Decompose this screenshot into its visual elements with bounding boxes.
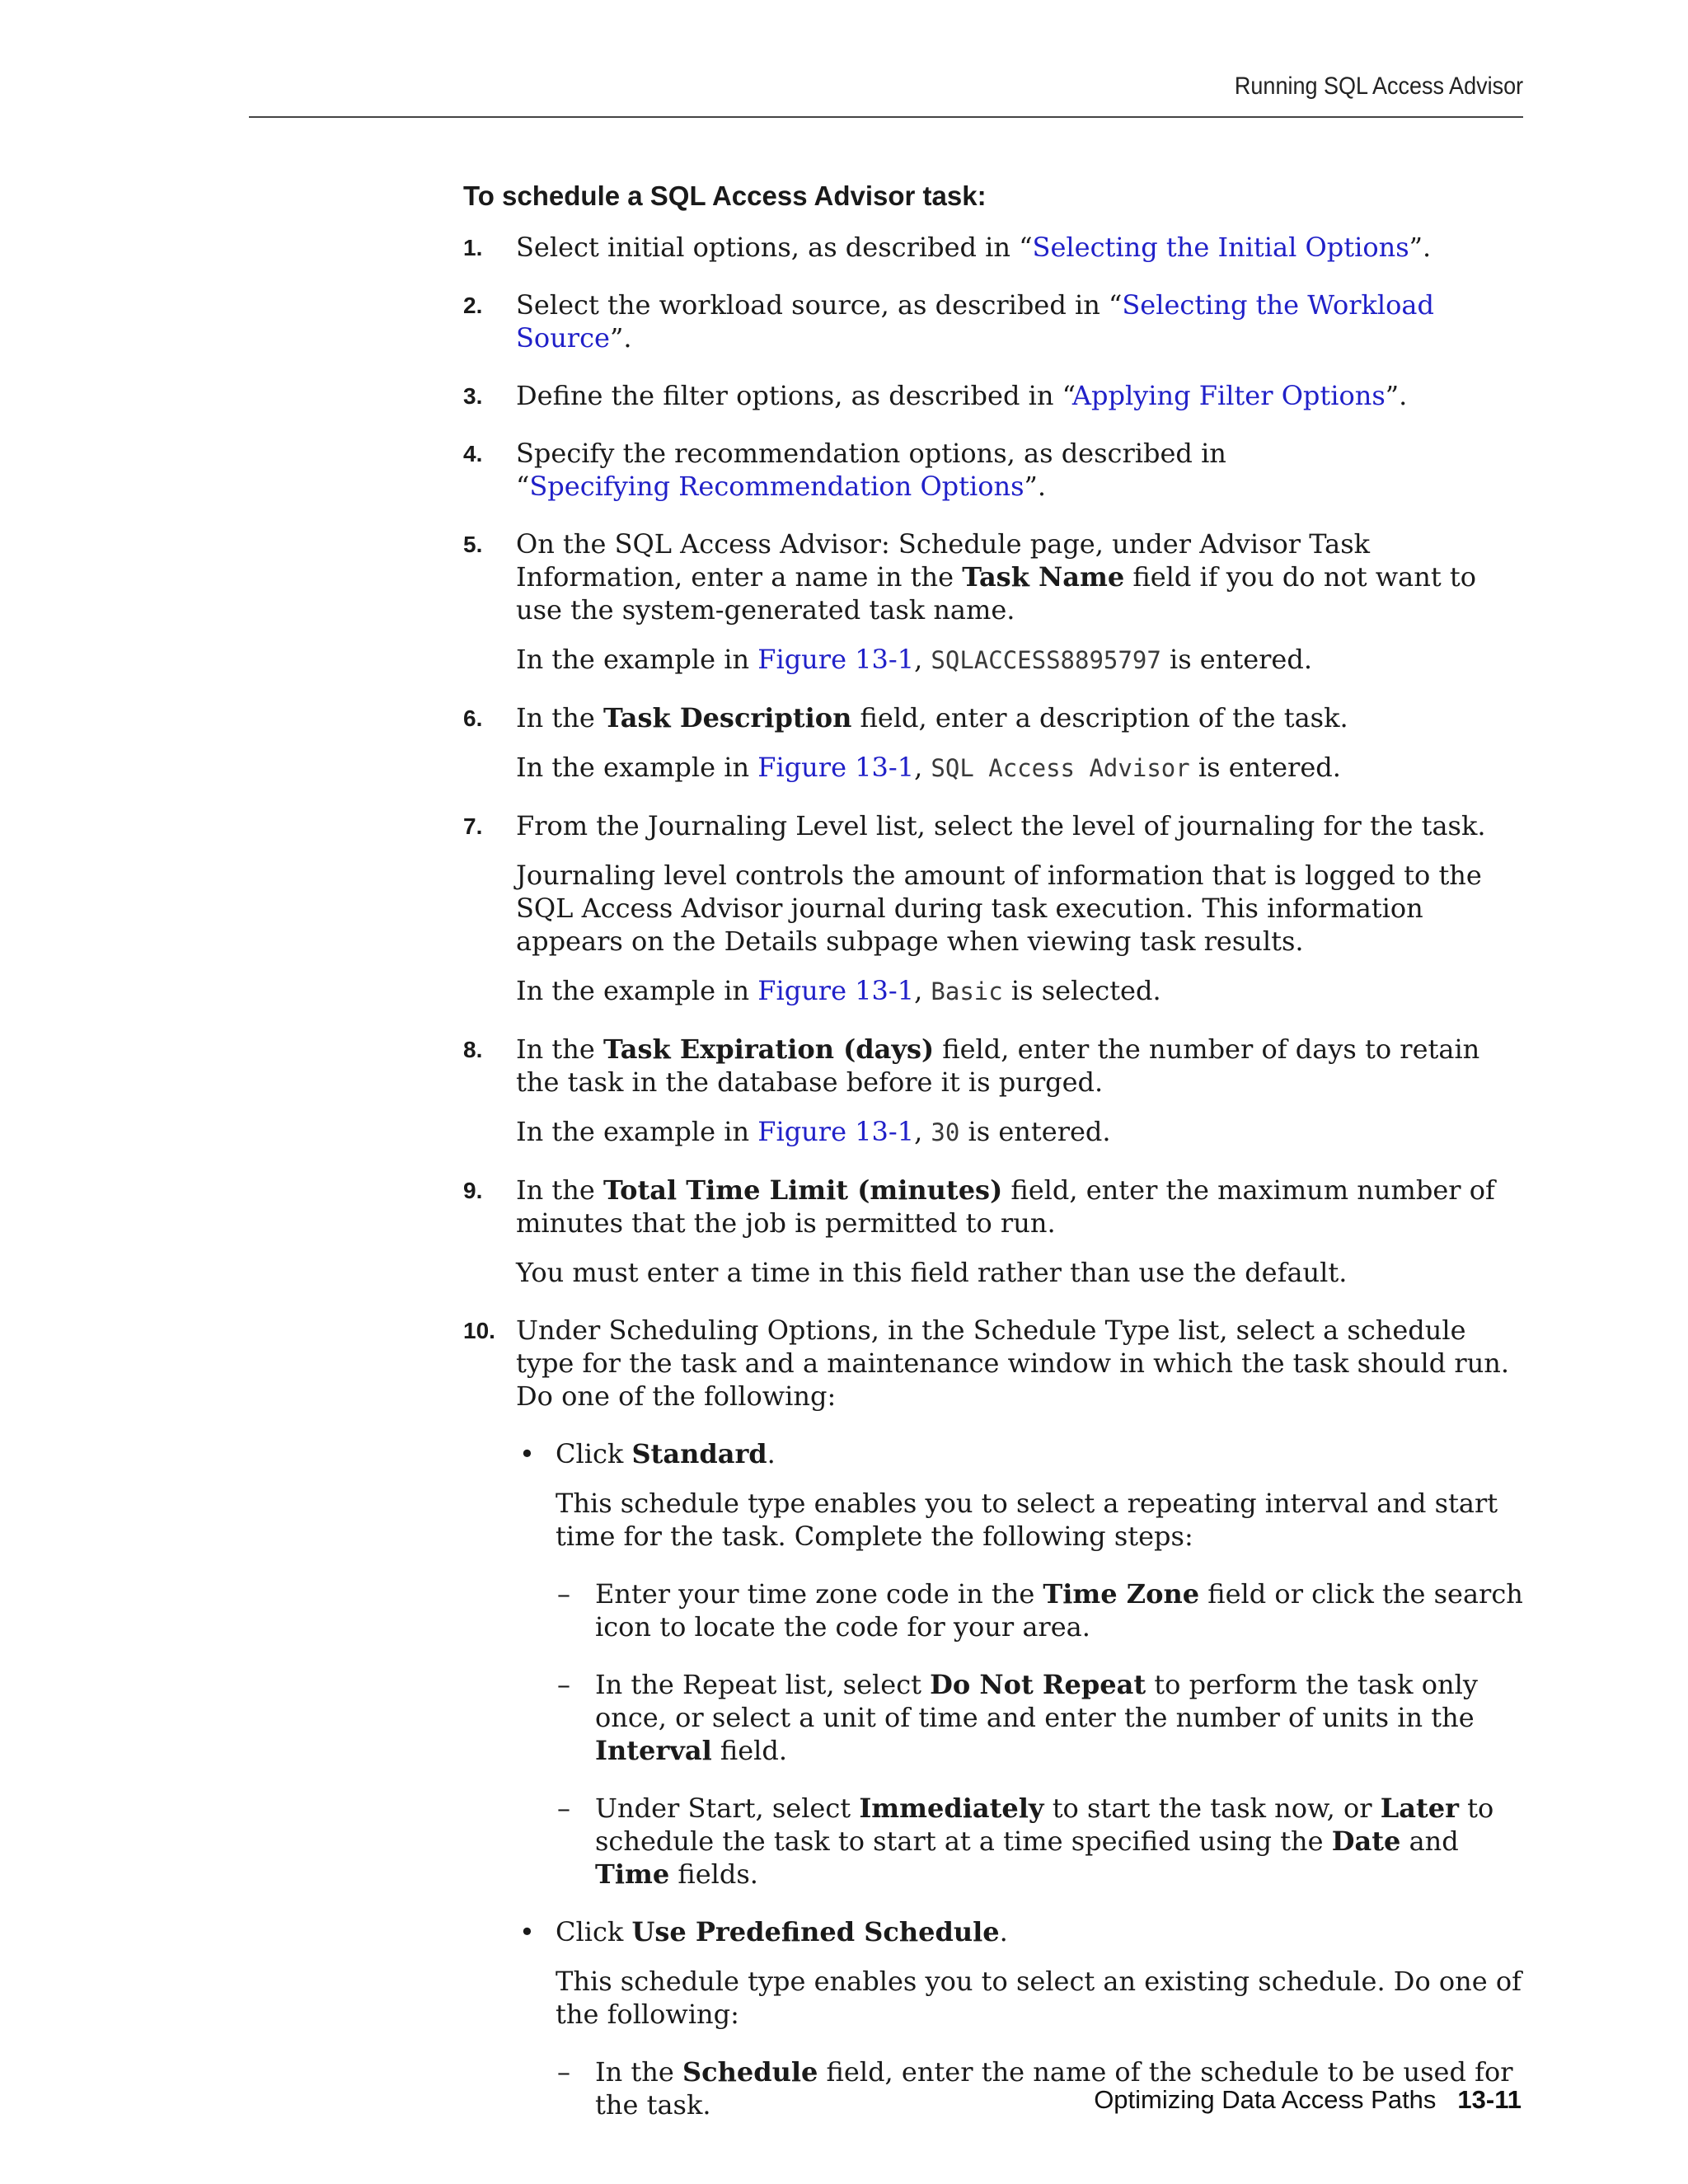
- step-4: 4. Specify the recommendation options, as described in “Specifying Recommendation Options”.: [463, 438, 1226, 502]
- step-2: 2. Select the workload source, as described in “Selecting the Workload Source”.: [463, 289, 1434, 354]
- bullet-standard: • Click Standard. This schedule type enables you to select a repeating interval and start time for the task. Complete the following steps: – Enter your time zone code in the Time Zone field or click the search icon to locate the code for your area. – In the Repeat list, select Do Not Repeat to perform the task only once, or select a unit of time and enter the number of units in the Interval field. – Under Start, select Immediately to start the task now, or Later to schedule the task to start at a time specified using the Date and Time fields.: [516, 1437, 1526, 1891]
- step-6: 6. In the Task Description field, enter a description of the task. In the example in Figure 13-1, SQL Access Advisor is entered.: [463, 702, 1348, 783]
- dash-icon: –: [557, 2056, 570, 2088]
- bullet-use-predefined-schedule: • Click Use Predefined Schedule. This schedule type enables you to select an existing schedule. Do one of the following: – In the Schedule field, enter the name of the schedule to be used for the task.: [516, 1915, 1526, 2121]
- step-number: 3.: [463, 383, 483, 409]
- dash-icon: –: [557, 1578, 570, 1610]
- step-number: 4.: [463, 441, 483, 466]
- link-applying-filter-options[interactable]: Applying Filter Options: [1071, 380, 1386, 411]
- step-7: 7. From the Journaling Level list, select the level of journaling for the task. Journaling level controls the amount of information that is logged to the SQL Access Advisor journal during task execution. This information appears on the Details subpage when viewing task results. In the example in Figure 13-1, Basic is selected.: [463, 810, 1486, 1006]
- sub-item-start: – Under Start, select Immediately to start the task now, or Later to schedule the task to start at a time specified using the Date and Time fields.: [557, 1793, 1494, 1890]
- bullet-icon: •: [519, 1438, 535, 1469]
- content: [463, 175, 1526, 2146]
- step-number: 5.: [463, 532, 483, 557]
- link-selecting-workload-source[interactable]: Selecting the Workload Source: [516, 289, 1434, 354]
- dash-icon: –: [557, 1793, 570, 1824]
- step-number: 1.: [463, 235, 483, 260]
- sub-item-schedule: – In the Schedule field, enter the name of the schedule to be used for the task.: [557, 2056, 1513, 2121]
- step-number: 9.: [463, 1178, 483, 1203]
- sub-item-repeat: – In the Repeat list, select Do Not Repeat to perform the task only once, or select a unit of time and enter the number of units in the Interval field.: [557, 1669, 1478, 1766]
- step-number: 7.: [463, 813, 483, 839]
- link-figure-13-1[interactable]: Figure 13-1: [757, 1116, 915, 1147]
- link-figure-13-1[interactable]: Figure 13-1: [757, 644, 915, 675]
- step-number: 8.: [463, 1037, 483, 1062]
- step-9: 9. In the Total Time Limit (minutes) field, enter the maximum number of minutes that the job is permitted to run. You must enter a time in this field rather than use the default.: [463, 1174, 1495, 1288]
- step-10: 10. Under Scheduling Options, in the Schedule Type list, select a schedule type for the task and a maintenance window in which the task should run. Do one of the following: • Click Standard. This schedule type enables you to select a repeating interval and start time for the task. Complete the following steps: – Enter your time zone code in the Time Zone field or click the search icon to locate the code for your area. – In the Repeat list, select Do Not Repeat to perform the task only once, or select a unit of time and enter the number of units in the Interval field. – Under Start, select Immediately to start the task now, or Later to schedule the task to start at a time specified using the Date and Time fields. • Click Use Predefined Schedule. This schedule type enables you to select an existing schedule. Do one of the following: – In the Schedule field, enter the name of the schedule to be used for the task.: [463, 1314, 1526, 2121]
- step-3: 3. Define the filter options, as described in “Applying Filter Options”.: [463, 380, 1408, 411]
- code-value: SQL Access Advisor: [931, 754, 1190, 782]
- code-value: Basic: [931, 977, 1003, 1005]
- step-number: 6.: [463, 705, 483, 731]
- link-figure-13-1[interactable]: Figure 13-1: [757, 975, 915, 1006]
- step-number: 10.: [463, 1318, 495, 1343]
- link-selecting-initial-options[interactable]: Selecting the Initial Options: [1032, 232, 1409, 263]
- bullet-icon: •: [519, 1916, 535, 1947]
- running-header: Running SQL Access Advisor: [1234, 73, 1523, 100]
- dash-icon: –: [557, 1669, 570, 1700]
- link-specifying-recommendation-options[interactable]: Specifying Recommendation Options: [529, 471, 1025, 502]
- page-number: 13-11: [1457, 2085, 1522, 2114]
- code-value: 30: [931, 1118, 960, 1146]
- step-number: 2.: [463, 293, 483, 318]
- header-rule: [249, 116, 1523, 118]
- link-figure-13-1[interactable]: Figure 13-1: [757, 752, 915, 783]
- step-1: 1. Select initial options, as described in “Selecting the Initial Options”.: [463, 232, 1432, 263]
- code-value: SQLACCESS8895797: [931, 646, 1161, 674]
- step-8: 8. In the Task Expiration (days) field, enter the number of days to retain the task in the database before it is purged. In the example in Figure 13-1, 30 is entered.: [463, 1033, 1480, 1147]
- footer-section-title: Optimizing Data Access Paths: [1094, 2085, 1437, 2114]
- sub-item-time-zone: – Enter your time zone code in the Time Zone field or click the search icon to locate the code for your area.: [557, 1578, 1523, 1643]
- step-5: 5. On the SQL Access Advisor: Schedule page, under Advisor Task Information, enter a name in the Task Name field if you do not want to use the system-generated task name. In the example in Figure 13-1, SQLACCESS8895797 is entered.: [463, 528, 1476, 675]
- page-footer: [1094, 2085, 1522, 2115]
- procedure-title: To schedule a SQL Access Advisor task:: [463, 180, 987, 211]
